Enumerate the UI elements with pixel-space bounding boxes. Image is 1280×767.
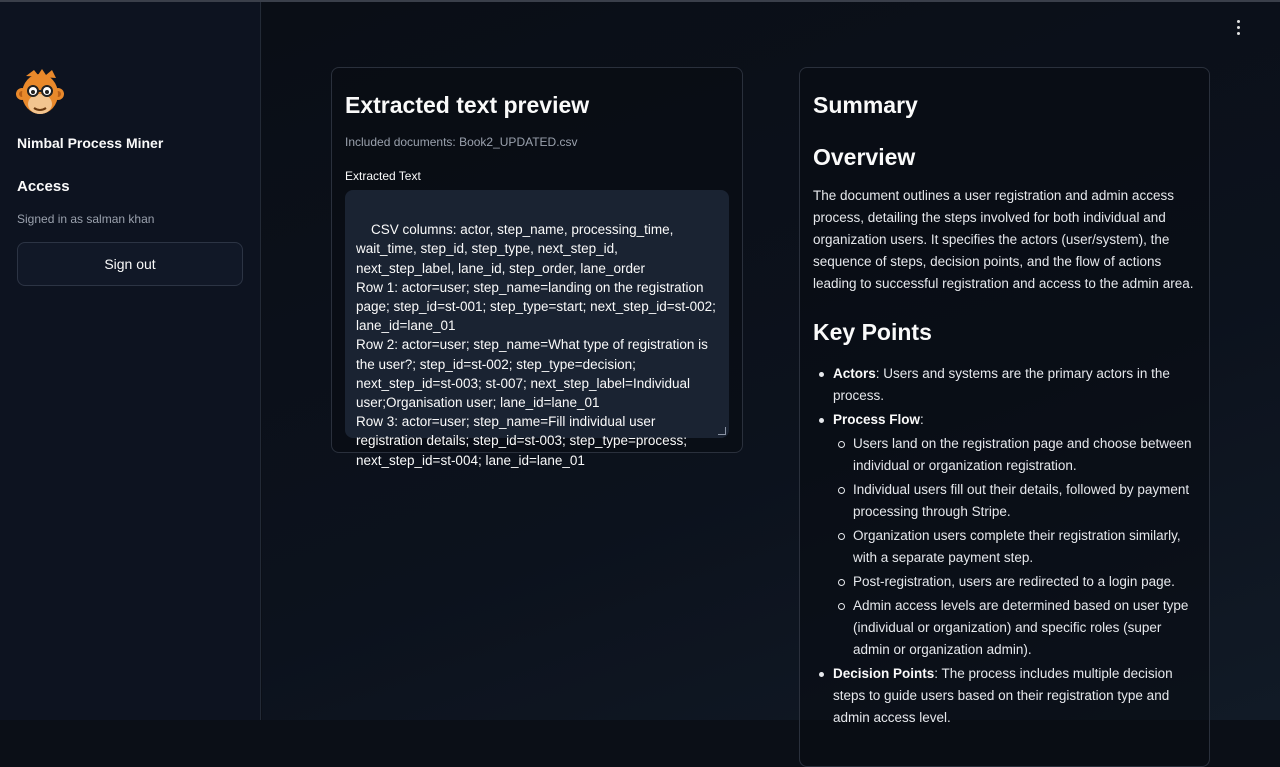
decision-label: Decision Points <box>833 666 935 681</box>
summary-title: Summary <box>813 92 918 118</box>
key-point-actors <box>813 363 1201 407</box>
extracted-text-area[interactable] <box>345 190 729 468</box>
flow-item: Users land on the registration page and choose between individual or organization registration. <box>833 433 1201 477</box>
signed-in-text: Signed in as salman khan <box>17 212 155 226</box>
access-heading: Access <box>17 178 70 195</box>
key-points-heading: Key Points <box>813 319 932 345</box>
decision-text: : The process includes multiple decision steps to guide users based on their registration type and admin access level. <box>833 666 1173 725</box>
process-flow-label: Process Flow <box>833 412 921 427</box>
sidebar <box>0 2 261 720</box>
extracted-text-content: CSV columns: actor, step_name, processing_time, wait_time, step_id, step_type, next_step_id, next_step_label, lane_id, step_order, lane_order Row 1: actor=user; step_name=landing on the registration page; step_id=st-001; step_type=start; next_step_id=st-002; lane_id=lane_01 Row 2: actor=user; step_name=What type of registration is the user?; step_id=st-002; step_type=decision; next_step_id=st-003; st-007; next_step_label=Individual user;Organisation user; lane_id=lane_01 Row 3: actor=user; step_name=Fill individual user registration details; step_id=st-003; step_type=process; next_step_id=st-004; lane_id=lane_01 <box>356 222 716 468</box>
sign-out-button[interactable]: Sign out <box>17 242 243 286</box>
key-points-list <box>813 363 1201 731</box>
key-point-process-flow <box>813 409 1201 661</box>
flow-item: Post-registration, users are redirected to a login page. <box>833 571 1201 593</box>
process-flow-list <box>833 433 1201 661</box>
process-flow-colon: : <box>920 412 924 427</box>
extracted-text-label: Extracted Text <box>345 169 421 183</box>
monkey-logo-icon <box>16 66 64 122</box>
app-name: Nimbal Process Miner <box>17 135 164 151</box>
included-documents: Included documents: Book2_UPDATED.csv <box>345 135 578 149</box>
extracted-preview-card <box>331 67 743 468</box>
resize-handle-icon[interactable] <box>718 427 726 435</box>
preview-title: Extracted text preview <box>345 92 590 118</box>
more-options-icon[interactable] <box>1228 16 1248 38</box>
flow-item: Individual users fill out their details, followed by payment processing through Stripe. <box>833 479 1201 523</box>
actors-text: : Users and systems are the primary actors in the process. <box>833 366 1170 403</box>
actors-label: Actors <box>833 366 876 381</box>
flow-item: Admin access levels are determined based on user type (individual or organization) and specific roles (super admin or organization admin). <box>833 595 1201 661</box>
overview-heading: Overview <box>813 144 916 170</box>
flow-item: Organization users complete their registration similarly, with a separate payment step. <box>833 525 1201 569</box>
key-point-decision-points <box>813 663 1201 729</box>
overview-text: The document outlines a user registration and admin access process, detailing the steps involved for both individual and organization users. It specifies the actors (user/system), the sequence of steps, decision points, and the flow of actions leading to successful registration and access to the admin area. <box>813 188 1194 291</box>
summary-card <box>799 67 1210 767</box>
